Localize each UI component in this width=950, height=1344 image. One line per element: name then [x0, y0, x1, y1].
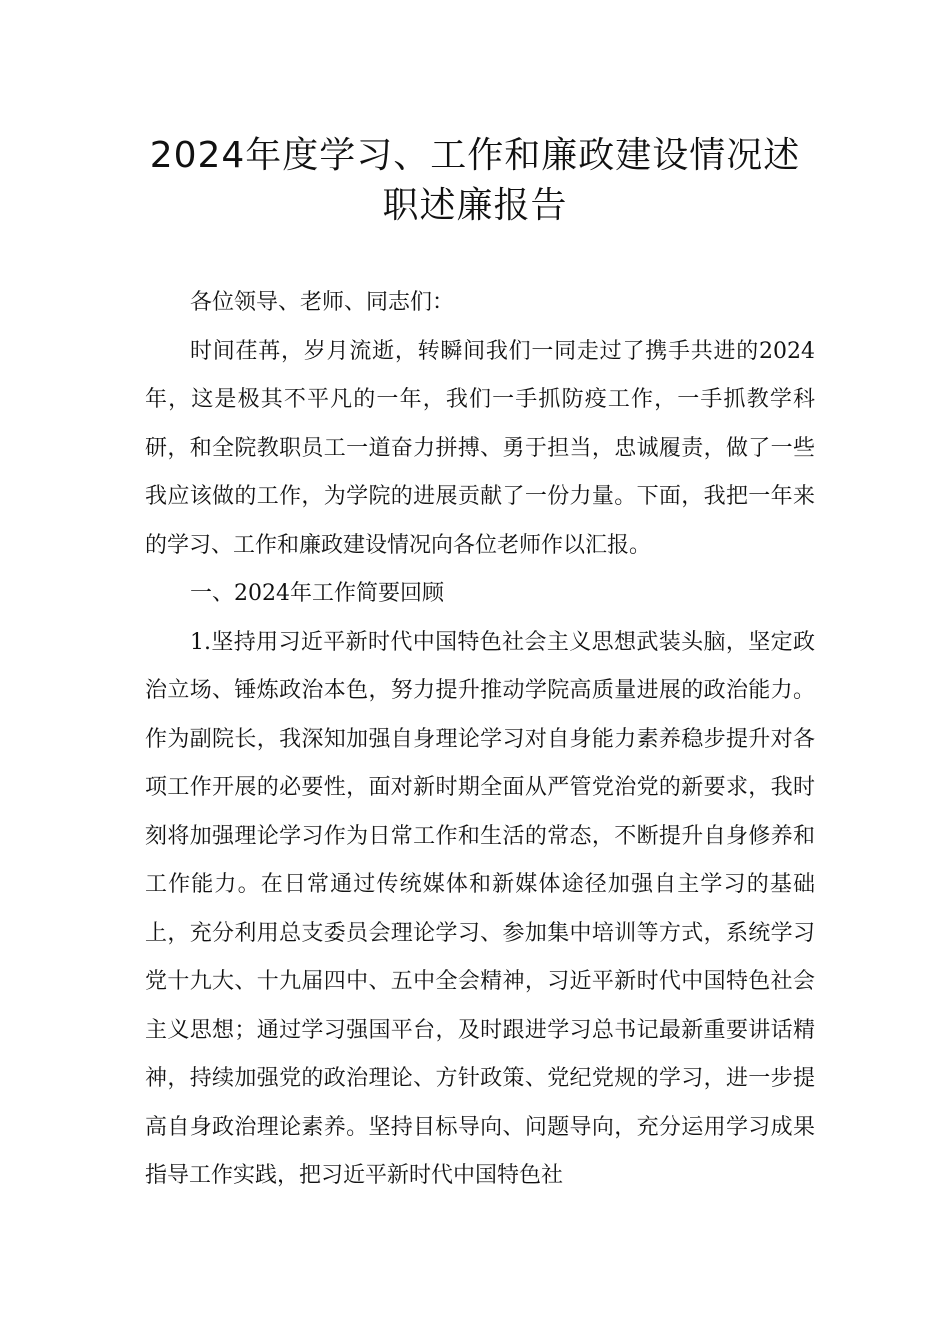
document-body: [145, 279, 815, 1201]
section-heading: 一、2024年工作简要回顾: [190, 581, 444, 606]
body-paragraph: 1.坚持用习近平新时代中国特色社会主义思想武装头脑，坚定政治立场、锤炼政治本色，努力提升推动学院高质量进展的政治能力。作为副院长，我深知加强自身理论学习对自身能力素养稳步提升对各项工作开展的必要性，面对新时期全面从严管党治党的新要求，我时刻将加强理论学习作为日常工作和生活的常态，不断提升自身修养和工作能力。在日常通过传统媒体和新媒体途径加强自主学习的基础上，充分利用总支委员会理论学习、参加集中培训等方式，系统学习党十九大、十九届四中、五中全会精神，习近平新时代中国特色社会主义思想；通过学习强国平台，及时跟进学习总书记最新重要讲话精神，持续加强党的政治理论、方针政策、党纪党规的学习，进一步提高自身政治理论素养。坚持目标导向、问题导向，充分运用学习成果指导工作实践，把习近平新时代中国特色社: [145, 629, 815, 1188]
document-title-line-2: 职述廉报告: [382, 185, 568, 226]
salutation-paragraph: 各位领导、老师、同志们：: [190, 290, 455, 315]
document-title-line-1: 2024年度学习、工作和廉政建设情况述: [149, 135, 801, 176]
intro-paragraph: 时间荏苒，岁月流逝，转瞬间我们一同走过了携手共进的2024年，这是极其不平凡的一年，我们一手抓防疫工作，一手抓教学科研，和全院教职员工一道奋力拼搏、勇于担当，忠诚履责，做了一些我应该做的工作，为学院的进展贡献了一份力量。下面，我把一年来的学习、工作和廉政建设情况向各位老师作以汇报。: [145, 338, 815, 558]
